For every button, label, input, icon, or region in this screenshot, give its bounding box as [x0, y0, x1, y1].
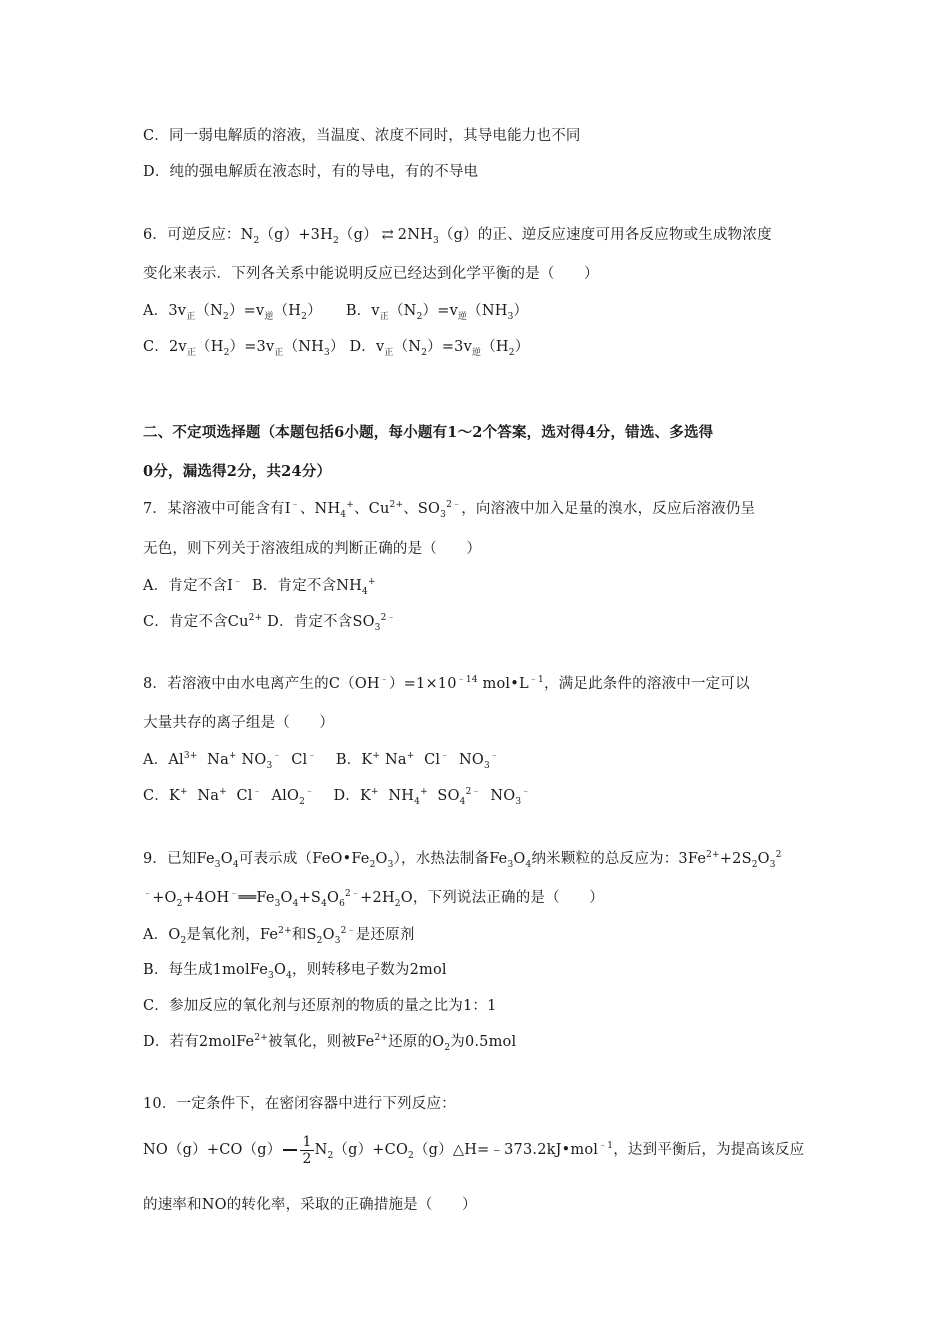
q5-option-c: C．同一弱电解质的溶液，当温度、浓度不同时，其导电能力也不同	[143, 128, 581, 144]
q7-stem-line1: 7．某溶液中可能含有I﹣、$NH_4^+$、$Cu^{2+}$、$SO_3^{2﹣}$，向溶液中加入足量的溴水，反应后溶液仍呈	[143, 500, 756, 520]
q9-option-a: A．$O_2$是氧化剂，$Fe^{2+}$和$S_2O_3^{2﹣}$是还原剂	[143, 926, 415, 946]
section2-heading-line2: 0分，漏选得2分，共24分）	[143, 463, 332, 480]
q6-stem-line1: 6．可逆反应：$N_2(g)+3H_2(g)$ ⇄ $2NH_3(g)$的正、逆反应速度可用各反应物或生成物浓度	[143, 227, 772, 246]
q10-equation-line: NO（g）+CO（g） $\frac{1}{2}$ $N_2(g)+CO_2(g)\triangle H=﹣373.2kJ•mol^{﹣1}$，达到平衡后，为提高该反应	[143, 1133, 805, 1167]
q7-options-ab: A．肯定不含I﹣ B．肯定不含$NH_4^+$	[143, 577, 376, 597]
q8-stem-line1: 8．若溶液中由水电离产生的$C(OH^﹣)=1\times 10^{﹣14}$ $mol•L^{﹣1}$，满足此条件的溶液中一定可以	[143, 675, 750, 692]
q9-option-d: D．若有2molFe$^{2+}$被氧化，则被$Fe^{2+}$还原的$O_2$为0.5mol	[143, 1033, 517, 1053]
q7-stem-line2: 无色，则下列关于溶液组成的判断正确的是（ ）	[143, 541, 482, 557]
reversible-arrow-icon: ⇄	[381, 227, 394, 243]
q8-options-ab: A．$Al^{3+}$ Na+ $NO_3^﹣$ Cl﹣ B．K+ Na+ Cl﹣ $NO_3^﹣$	[143, 751, 500, 771]
q9-stem-line1: 9．已知$Fe_3O_4$可表示成$(FeO•Fe_2O_3)$，水热法制备$Fe_3O_4$纳米颗粒的总反应为：$3Fe^{2+}+2S_2O_3^2$	[143, 850, 782, 870]
q10-stem-line3: 的速率和NO的转化率，采取的正确措施是（ ）	[143, 1197, 477, 1213]
equals-line-icon	[283, 1149, 297, 1151]
q6-options-cd: C．$2v_正(H_2)=3v_正(NH_3)$ D．$v_正(N_2)=3v_逆(H_2)$	[143, 339, 530, 358]
q9-stem-line2: $^﹣+O_2+4OH^﹣══Fe_3O_4+S_4O_6^{2﹣}+2H_2O$，下列说法正确的是（ ）	[143, 889, 604, 909]
q5-option-d: D．纯的强电解质在液态时，有的导电，有的不导电	[143, 164, 479, 180]
q9-option-c: C．参加反应的氧化剂与还原剂的物质的量之比为1：1	[143, 998, 497, 1014]
q8-stem-line2: 大量共存的离子组是（ ）	[143, 715, 335, 731]
q7-options-cd: C．肯定不含$Cu^{2+}$ D．肯定不含$SO_3^{2﹣}$	[143, 613, 396, 633]
fraction-one-half: $\frac{1}{2}$	[302, 1133, 312, 1167]
q6-options-ab: A．$3v_正(N_2)=v_逆(H_2)$ B．$v_正(N_2)=v_逆(NH_3)$	[143, 303, 529, 322]
q6-stem-line2: 变化来表示．下列各关系中能说明反应已经达到化学平衡的是（ ）	[143, 266, 599, 282]
q10-stem-line1: 10．一定条件下，在密闭容器中进行下列反应：	[143, 1096, 456, 1112]
section2-heading-line1: 二、不定项选择题（本题包括6小题，每小题有1～2个答案，选对得4分，错选、多选得	[143, 424, 714, 441]
q9-option-b: B．每生成$1molFe_3O_4$，则转移电子数为2mol	[143, 962, 447, 981]
q8-options-cd: C．K+ Na+ Cl﹣ AlO$_2$﹣ D．K+ $NH_4^+$ $SO_4^{2﹣}$ $NO_3^﹣$	[143, 787, 531, 807]
